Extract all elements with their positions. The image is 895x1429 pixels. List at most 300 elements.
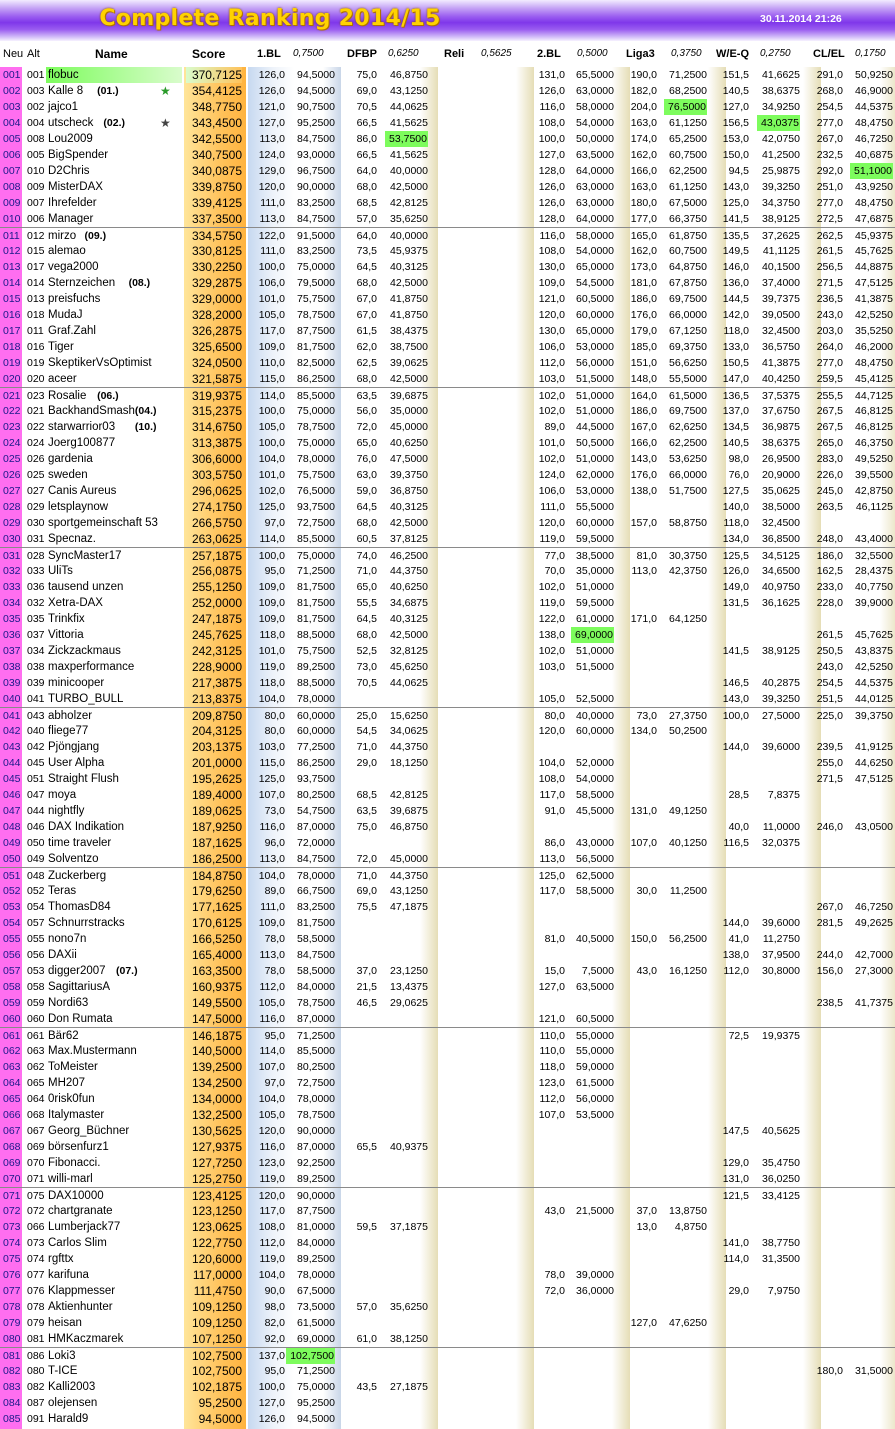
player-name[interactable]: Zuckerberg [48, 870, 107, 882]
table-row[interactable] [0, 1203, 895, 1219]
dfbp-games: 72,0 [356, 853, 377, 865]
bl2-points: 54,0000 [576, 245, 614, 257]
table-row[interactable] [0, 659, 895, 675]
clel-games: 261,5 [816, 629, 843, 641]
score-value: 94,5000 [198, 1412, 242, 1426]
bl1-points: 92,2500 [297, 1157, 335, 1169]
weq-games: 76,0 [728, 469, 749, 481]
weq-points: 41,6625 [762, 69, 800, 81]
table-row[interactable] [0, 243, 895, 259]
table-row[interactable] [0, 211, 895, 227]
table-row[interactable] [0, 819, 895, 835]
table-row[interactable] [0, 867, 895, 883]
player-name[interactable]: Bär62 [48, 1030, 79, 1042]
player-name[interactable]: digger2007 [48, 965, 106, 977]
table-row[interactable] [0, 627, 895, 643]
table-row[interactable] [0, 387, 895, 403]
table-row[interactable] [0, 1235, 895, 1251]
table-row[interactable] [0, 531, 895, 547]
table-row[interactable] [0, 371, 895, 387]
player-name[interactable]: gardenia [48, 453, 93, 465]
player-name[interactable]: Georg_Büchner [48, 1125, 130, 1137]
dfbp-points: 32,8125 [390, 645, 428, 657]
player-name[interactable]: börsenfurz1 [48, 1141, 109, 1153]
score-value: 337,3500 [191, 212, 242, 226]
rank-new: 059 [3, 997, 21, 1009]
weq-points: 37,6750 [762, 405, 800, 417]
player-name[interactable]: MisterDAX [48, 181, 103, 193]
table-row[interactable] [0, 451, 895, 467]
player-name[interactable]: Don Rumata [48, 1013, 113, 1025]
liga3-games: 186,0 [630, 405, 657, 417]
player-name[interactable]: sweden [48, 469, 88, 481]
player-name[interactable]: ToMeister [48, 1061, 98, 1073]
score-value: 252,0000 [191, 596, 242, 610]
player-name[interactable]: D2Chris [48, 165, 90, 177]
table-row[interactable] [0, 1363, 895, 1379]
weq-games: 129,0 [722, 1157, 749, 1169]
player-name[interactable]: Aktienhunter [48, 1301, 113, 1313]
player-name[interactable]: Canis Aureus [48, 485, 117, 497]
rank-new: 028 [3, 501, 21, 513]
bl2-games: 108,0 [538, 245, 565, 257]
bl1-points: 78,0000 [297, 693, 335, 705]
header-weq-label[interactable]: W/E-Q [716, 48, 749, 60]
player-name[interactable]: Max.Mustermann [48, 1045, 137, 1057]
score-value: 330,8125 [191, 244, 242, 258]
player-name[interactable]: jajco1 [48, 101, 79, 113]
clel-games: 245,0 [816, 485, 843, 497]
liga3-games: 151,0 [630, 357, 657, 369]
player-name[interactable]: Solventzo [48, 853, 99, 865]
dfbp-games: 75,0 [356, 821, 377, 833]
weq-points: 11,2750 [762, 933, 800, 945]
rank-old: 059 [27, 997, 45, 1009]
player-name[interactable]: Rosalie [48, 390, 87, 402]
header-alt[interactable]: Alt [27, 48, 40, 60]
dfbp-games: 29,0 [356, 757, 377, 769]
player-name[interactable]: BackhandSmash [48, 405, 135, 417]
clel-games: 255,5 [816, 390, 843, 402]
player-name[interactable]: heisan [48, 1317, 82, 1329]
table-row[interactable] [0, 1283, 895, 1299]
liga3-games: 166,0 [630, 437, 657, 449]
liga3-games: 176,0 [630, 309, 657, 321]
player-name[interactable]: alemao [48, 245, 86, 257]
player-name[interactable]: MH207 [48, 1077, 86, 1089]
table-row[interactable] [0, 163, 895, 179]
table-row[interactable] [0, 323, 895, 339]
bl1-games: 100,0 [258, 550, 285, 562]
table-row[interactable] [0, 803, 895, 819]
bl1-points: 88,5000 [297, 629, 335, 641]
player-name[interactable]: Straight Flush [48, 773, 119, 785]
clel-points: 44,0125 [855, 693, 893, 705]
table-row[interactable] [0, 1011, 895, 1027]
table-row[interactable] [0, 1395, 895, 1411]
table-row[interactable] [0, 915, 895, 931]
score-value: 102,7500 [191, 1349, 242, 1363]
table-row[interactable] [0, 115, 895, 131]
table-row[interactable] [0, 195, 895, 211]
header-liga3-label[interactable]: Liga3 [626, 48, 655, 60]
rank-old: 061 [27, 1030, 45, 1042]
rank-new: 026 [3, 469, 21, 481]
player-name[interactable]: T-ICE [48, 1365, 78, 1377]
clel-games: 267,5 [816, 421, 843, 433]
player-name[interactable]: Trinkfix [48, 613, 85, 625]
bl1-points: 76,5000 [297, 485, 335, 497]
header-bl2-label[interactable]: 2.BL [537, 48, 561, 60]
table-row[interactable] [0, 963, 895, 979]
table-row[interactable] [0, 99, 895, 115]
table-row[interactable] [0, 499, 895, 515]
table-row[interactable] [0, 723, 895, 739]
player-name[interactable]: Manager [48, 213, 94, 225]
table-row[interactable] [0, 227, 895, 243]
liga3-points: 62,2500 [669, 437, 707, 449]
table-row[interactable] [0, 579, 895, 595]
table-row[interactable] [0, 339, 895, 355]
rank-new: 064 [3, 1077, 21, 1089]
dfbp-points: 13,4375 [390, 981, 428, 993]
bl2-games: 119,0 [539, 597, 565, 609]
player-name[interactable]: fliege77 [48, 725, 89, 737]
rank-new: 056 [3, 949, 21, 961]
player-name[interactable]: olejensen [48, 1397, 98, 1409]
table-row[interactable] [0, 707, 895, 723]
player-name[interactable]: Pjöngjang [48, 741, 100, 753]
score-value: 120,6000 [191, 1252, 242, 1266]
table-row[interactable] [0, 547, 895, 563]
header-clel-label[interactable]: CL/EL [813, 48, 845, 60]
table-row[interactable] [0, 1267, 895, 1283]
rank-new: 079 [3, 1317, 21, 1329]
clel-points: 48,4750 [855, 357, 893, 369]
player-name[interactable]: Tiger [48, 341, 74, 353]
table-row[interactable] [0, 307, 895, 323]
player-name[interactable]: Klappmesser [48, 1285, 116, 1297]
table-row[interactable] [0, 611, 895, 627]
table-row[interactable] [0, 1187, 895, 1203]
weq-games: 118,0 [723, 517, 749, 529]
table-row[interactable] [0, 1315, 895, 1331]
player-name[interactable]: aceer [48, 373, 77, 385]
table-row[interactable] [0, 515, 895, 531]
table-row[interactable] [0, 1171, 895, 1187]
clel-points: 42,5250 [855, 309, 893, 321]
bl2-points: 65,0000 [576, 261, 614, 273]
weq-games: 127,5 [722, 485, 749, 497]
player-name[interactable]: minicooper [48, 677, 105, 689]
bl1-games: 73,0 [264, 805, 285, 817]
rank-new: 053 [3, 901, 21, 913]
player-name[interactable]: DAX Indikation [48, 821, 125, 833]
clel-points: 44,7125 [855, 390, 893, 402]
dfbp-games: 68,5 [356, 197, 377, 209]
player-name[interactable]: starwarrior03 [48, 421, 116, 433]
player-name[interactable]: Italymaster [48, 1109, 105, 1121]
player-name[interactable]: MudaJ [48, 309, 83, 321]
table-row[interactable] [0, 1155, 895, 1171]
player-name[interactable]: Nordi63 [48, 997, 89, 1009]
score-value: 321,5875 [191, 372, 242, 386]
rank-old: 010 [27, 165, 45, 177]
weq-points: 36,8500 [762, 533, 800, 545]
player-name[interactable]: TURBO_BULL [48, 693, 124, 705]
bl2-games: 130,0 [538, 325, 565, 337]
table-row[interactable] [0, 1123, 895, 1139]
player-name[interactable]: Teras [48, 885, 77, 897]
header-dfbp-label[interactable]: DFBP [347, 48, 377, 60]
table-row[interactable] [0, 467, 895, 483]
score-value: 340,7500 [191, 148, 242, 162]
weq-games: 144,5 [722, 293, 749, 305]
dfbp-games: 68,0 [356, 277, 377, 289]
player-title: (02.) [103, 117, 125, 129]
player-name[interactable]: Fibonacci. [48, 1157, 101, 1169]
table-row[interactable] [0, 563, 895, 579]
player-name[interactable]: moya [48, 789, 77, 801]
score-value: 257,1875 [191, 549, 242, 563]
player-name[interactable]: letsplaynow [48, 501, 109, 513]
bl1-games: 109,0 [258, 917, 285, 929]
header-neu[interactable]: Neu [3, 48, 24, 60]
table-row[interactable] [0, 1091, 895, 1107]
rank-old: 032 [27, 597, 45, 609]
player-name[interactable]: ThomasD84 [48, 901, 111, 913]
table-row[interactable] [0, 787, 895, 803]
bl2-games: 128,0 [538, 165, 565, 177]
table-row[interactable] [0, 643, 895, 659]
player-name[interactable]: Xetra-DAX [48, 597, 103, 609]
dfbp-points: 38,1250 [390, 1333, 428, 1345]
table-row[interactable] [0, 403, 895, 419]
rank-old: 035 [27, 613, 45, 625]
table-row[interactable] [0, 771, 895, 787]
table-row[interactable] [0, 259, 895, 275]
table-row[interactable] [0, 1043, 895, 1059]
table-row[interactable] [0, 1219, 895, 1235]
player-name[interactable]: tausend unzen [48, 581, 124, 593]
column-header-row [0, 44, 895, 64]
player-name[interactable]: rgfttx [48, 1253, 74, 1265]
header-reli-label[interactable]: Reli [444, 48, 465, 60]
rank-old: 070 [27, 1157, 45, 1169]
player-name[interactable]: vega2000 [48, 261, 99, 273]
table-row[interactable] [0, 851, 895, 867]
rank-old: 075 [27, 1190, 45, 1202]
player-name[interactable]: DAX10000 [48, 1190, 104, 1202]
weq-points: 32,4500 [762, 517, 800, 529]
player-name[interactable]: UliTs [48, 565, 73, 577]
rank-new: 029 [3, 517, 21, 529]
bl2-points: 60,5000 [576, 293, 614, 305]
player-name[interactable]: nightfly [48, 805, 85, 817]
weq-points: 39,6000 [762, 917, 800, 929]
liga3-points: 65,2500 [669, 133, 707, 145]
player-name[interactable]: Kalle 8 [48, 85, 84, 97]
player-name[interactable]: User Alpha [48, 757, 105, 769]
rank-old: 016 [27, 341, 45, 353]
header-bl2-factor: 0,5000 [577, 48, 608, 59]
player-name[interactable]: time traveler [48, 837, 112, 849]
player-name[interactable]: Graf.Zahl [48, 325, 96, 337]
dfbp-games: 75,5 [356, 901, 377, 913]
player-name[interactable]: karifuna [48, 1269, 89, 1281]
clel-points: 49,2625 [855, 917, 893, 929]
player-name[interactable]: Specnaz. [48, 533, 96, 545]
dfbp-games: 68,5 [356, 789, 377, 801]
bl1-points: 90,0000 [297, 1190, 335, 1202]
rank-old: 081 [27, 1333, 45, 1345]
player-name[interactable]: SagittariusA [48, 981, 111, 993]
player-name[interactable]: sportgemeinschaft 53 [48, 517, 158, 529]
table-row[interactable] [0, 83, 895, 99]
bl1-games: 110,0 [259, 357, 285, 369]
table-row[interactable] [0, 483, 895, 499]
bl1-points: 89,2500 [297, 1253, 335, 1265]
dfbp-games: 63,5 [356, 805, 377, 817]
player-name[interactable]: Harald9 [48, 1413, 89, 1425]
bl1-games: 127,0 [258, 117, 285, 129]
table-row[interactable] [0, 147, 895, 163]
score-value: 189,4000 [191, 788, 242, 802]
bl1-games: 95,0 [264, 1365, 285, 1377]
score-value: 147,5000 [191, 1012, 242, 1026]
player-name[interactable]: preisfuchs [48, 293, 101, 305]
table-row[interactable] [0, 1411, 895, 1427]
bl1-games: 105,0 [258, 997, 285, 1009]
table-row[interactable] [0, 131, 895, 147]
header-score[interactable]: Score [192, 47, 226, 61]
table-row[interactable] [0, 1331, 895, 1347]
player-name[interactable]: nono7n [48, 933, 87, 945]
player-name[interactable]: Loki3 [48, 1350, 76, 1362]
player-name[interactable]: SyncMaster17 [48, 550, 122, 562]
player-name[interactable]: Joerg100877 [48, 437, 116, 449]
bl2-points: 52,0000 [576, 757, 614, 769]
score-value: 107,1250 [191, 1332, 242, 1346]
clel-points: 42,7000 [855, 949, 893, 961]
rank-old: 057 [27, 917, 45, 929]
rank-old: 048 [27, 870, 45, 882]
table-row[interactable] [0, 595, 895, 611]
table-row[interactable] [0, 1075, 895, 1091]
header-clel-factor: 0,1750 [855, 48, 886, 59]
player-name[interactable]: Lumberjack77 [48, 1221, 121, 1233]
table-row[interactable] [0, 755, 895, 771]
table-row[interactable] [0, 1347, 895, 1363]
table-row[interactable] [0, 419, 895, 435]
header-name[interactable]: Name [95, 47, 128, 61]
table-row[interactable] [0, 691, 895, 707]
player-name[interactable]: HMKaczmarek [48, 1333, 124, 1345]
weq-games: 136,5 [722, 390, 749, 402]
table-row[interactable] [0, 1107, 895, 1123]
player-name[interactable]: Vittoria [48, 629, 84, 641]
table-row[interactable] [0, 1059, 895, 1075]
rank-new: 005 [3, 133, 21, 145]
table-row[interactable] [0, 67, 895, 83]
table-row[interactable] [0, 995, 895, 1011]
player-name[interactable]: 0risk0fun [48, 1093, 95, 1105]
clel-games: 180,0 [816, 1365, 843, 1377]
liga3-games: 163,0 [630, 181, 657, 193]
player-name[interactable]: DAXii [48, 949, 77, 961]
rank-new: 023 [3, 421, 21, 433]
table-row[interactable] [0, 275, 895, 291]
score-value: 166,5250 [191, 932, 242, 946]
player-name[interactable]: Lou2009 [48, 133, 93, 145]
table-row[interactable] [0, 899, 895, 915]
table-row[interactable] [0, 179, 895, 195]
table-row[interactable] [0, 835, 895, 851]
clel-games: 250,5 [816, 645, 843, 657]
player-name[interactable]: BigSpender [48, 149, 109, 161]
bl1-games: 100,0 [258, 405, 285, 417]
table-row[interactable] [0, 435, 895, 451]
player-name[interactable]: Carlos Slim [48, 1237, 107, 1249]
table-row[interactable] [0, 979, 895, 995]
rank-old: 058 [27, 981, 45, 993]
table-row[interactable] [0, 1027, 895, 1043]
bl1-games: 122,0 [258, 230, 285, 242]
bl2-points: 35,0000 [576, 565, 614, 577]
score-value: 339,8750 [191, 180, 242, 194]
rank-new: 019 [3, 357, 21, 369]
weq-points: 34,6500 [762, 565, 800, 577]
player-name[interactable]: Zickzackmaus [48, 645, 121, 657]
table-row[interactable] [0, 291, 895, 307]
table-row[interactable] [0, 931, 895, 947]
rank-old: 002 [27, 101, 45, 113]
bl2-points: 56,0000 [576, 1093, 614, 1105]
bl1-games: 96,0 [264, 837, 285, 849]
table-row[interactable] [0, 355, 895, 371]
rank-new: 076 [3, 1269, 21, 1281]
table-row[interactable] [0, 947, 895, 963]
weq-points: 42,0750 [762, 133, 800, 145]
table-row[interactable] [0, 883, 895, 899]
clel-games: 203,0 [816, 325, 843, 337]
player-name[interactable]: Schnurrstracks [48, 917, 125, 929]
player-name[interactable]: mirzo [48, 230, 77, 242]
bl1-games: 116,0 [259, 1013, 285, 1025]
table-row[interactable] [0, 675, 895, 691]
table-row[interactable] [0, 1299, 895, 1315]
dfbp-games: 60,5 [356, 533, 377, 545]
player-name[interactable]: utscheck [48, 117, 94, 129]
player-name[interactable]: SkeptikerVsOptimist [48, 357, 152, 369]
header-bl1-label[interactable]: 1.BL [257, 48, 281, 60]
player-name[interactable]: Sternzeichen [48, 277, 116, 289]
table-row[interactable] [0, 1251, 895, 1267]
clel-points: 50,9250 [855, 69, 893, 81]
player-name[interactable]: Ihrefelder [48, 197, 97, 209]
table-row[interactable] [0, 1139, 895, 1155]
player-name[interactable]: chartgranate [48, 1205, 113, 1217]
player-name[interactable]: abholzer [48, 710, 93, 722]
rank-new: 022 [3, 405, 21, 417]
player-name[interactable]: maxperformance [48, 661, 135, 673]
player-name[interactable]: flobuc [46, 67, 182, 83]
player-name[interactable]: willi-marl [48, 1173, 93, 1185]
table-row[interactable] [0, 1379, 895, 1395]
clel-games: 233,0 [816, 581, 843, 593]
table-row[interactable] [0, 739, 895, 755]
player-name[interactable]: Kalli2003 [48, 1381, 96, 1393]
